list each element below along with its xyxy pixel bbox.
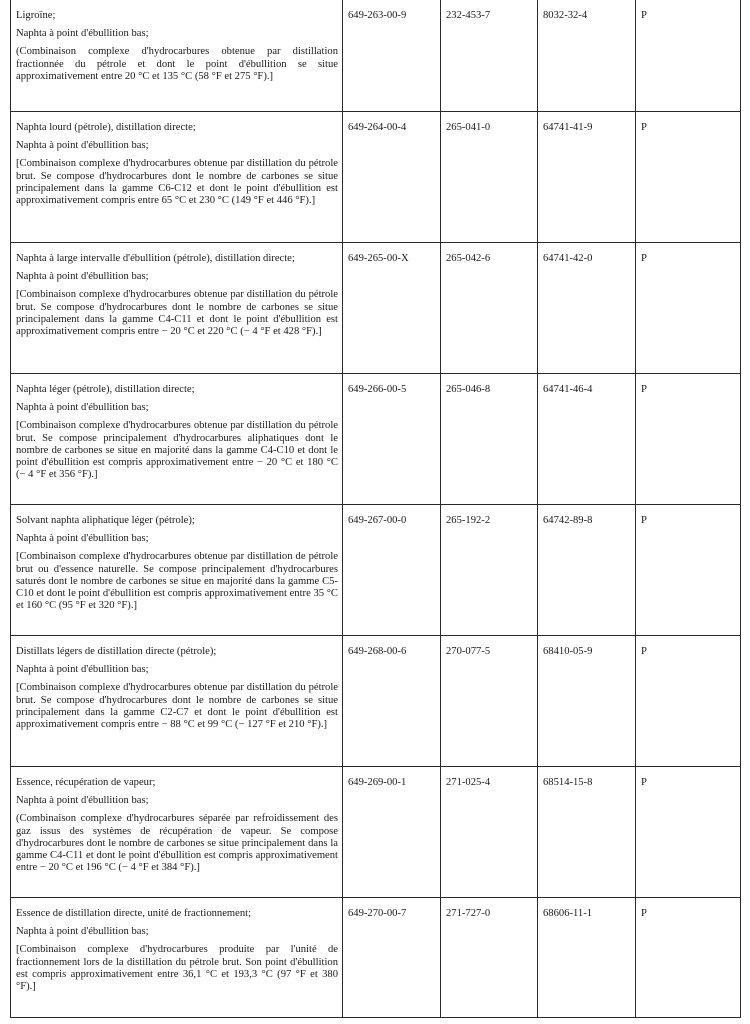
table-row [11,0,740,112]
notes-code: P [641,646,647,657]
cas-number: 64742-89-8 [538,505,636,635]
substance-description: [Combinaison complexe d'hydrocarbures produite par l'unité de fractionnement lors de la distillation du pétrole brut. Son point d'ébullition est compris approximativement entre 36,1 °C et 193,3 °C (97 °F et 380 °F).] [16,944,338,993]
substance-cell [11,0,343,111]
substance-cell [11,243,343,373]
index-number: 649-268-00-6 [343,636,441,766]
index-number: 649-263-00-9 [343,0,441,111]
table-row [11,243,740,374]
notes-code: P [641,777,647,788]
table-row [11,112,740,243]
substance-description: [Combinaison complexe d'hydrocarbures obtenue par distillation du pétrole brut. Se compose principalement d'hydrocarbures aliphatiques dont le nombre de carbones se situe en majorité dans la gamme C4-C10 et dont le point d'ébullition est compris approximativement entre − 20 °C et 180 °C (− 4 °F et 356 °F).] [16,420,338,481]
ec-number: 271-025-4 [441,767,538,897]
substance-cell [11,374,343,504]
cas-number: 64741-46-4 [538,374,636,504]
substance-name: Essence de distillation directe, unité de fractionnement; [16,908,252,919]
table-row [11,374,740,505]
substance-description: [Combinaison complexe d'hydrocarbures obtenue par distillation du pétrole brut. Se compose d'hydrocarbures dont le nombre de carbones se situe principalement dans la gamme C4-C11 et dont le point d'ébullition est approximativement compris entre − 20 °C et 220 °C (− 4 °F et 428 °F).] [16,289,338,338]
substance-table [10,0,741,1018]
substance-synonym: Naphta à point d'ébullition bas; [16,271,149,283]
substance-synonym: Naphta à point d'ébullition bas; [16,795,149,807]
notes-code: P [641,122,647,133]
notes-code: P [641,515,647,526]
index-number: 649-266-00-5 [343,374,441,504]
substance-cell [11,898,343,1017]
substance-name: Naphta léger (pétrole), distillation directe; [16,384,195,395]
substance-synonym: Naphta à point d'ébullition bas; [16,926,149,938]
substance-cell [11,767,343,897]
substance-description: [Combinaison complexe d'hydrocarbures obtenue par distillation de pétrole brut ou d'essence naturelle. Se compose principalement d'hydrocarbures saturés dont le nombre de carbones se situe en majorité dans la gamme C5-C10 et dont le point d'ébullition est compris approximativement entre 35 °C et 160 °C (95 °F et 320 °F).] [16,551,338,612]
cas-number: 68514-15-8 [538,767,636,897]
notes-code: P [641,384,647,395]
cas-number: 68606-11-1 [538,898,636,1017]
table-row [11,636,740,767]
substance-synonym: Naphta à point d'ébullition bas; [16,533,149,545]
index-number: 649-270-00-7 [343,898,441,1017]
cas-number: 68410-05-9 [538,636,636,766]
table-row [11,767,740,898]
index-number: 649-267-00-0 [343,505,441,635]
substance-synonym: Naphta à point d'ébullition bas; [16,664,149,676]
ec-number: 271-727-0 [441,898,538,1017]
substance-description: (Combinaison complexe d'hydrocarbures séparée par refroidissement des gaz issus des systèmes de récupération de vapeur. Se compose d'hydrocarbures dont le nombre de carbones se situe principalement dans la gamme C4-C11 et dont le point d'ébullition est compris approximativement entre − 20 °C et 196 °C (− 4 °F et 384 °F).] [16,813,338,874]
substance-name: Naphta lourd (pétrole), distillation directe; [16,122,196,133]
cas-number: 64741-41-9 [538,112,636,242]
index-number: 649-269-00-1 [343,767,441,897]
ec-number: 265-042-6 [441,243,538,373]
substance-description: [Combinaison complexe d'hydrocarbures obtenue par distillation du pétrole brut. Se compose d'hydrocarbures dont le nombre de carbones se situe principalement dans la gamme C2-C7 et dont le point d'ébullition est approximativement compris entre − 88 °C et 99 °C (− 127 °F et 210 °F).] [16,682,338,731]
substance-synonym: Naphta à point d'ébullition bas; [16,402,149,414]
substance-cell [11,505,343,635]
substance-name: Solvant naphta aliphatique léger (pétrole); [16,515,195,526]
substance-cell [11,112,343,242]
substance-synonym: Naphta à point d'ébullition bas; [16,28,149,40]
cas-number: 64741-42-0 [538,243,636,373]
notes-code: P [641,10,647,21]
ec-number: 265-192-2 [441,505,538,635]
ec-number: 232-453-7 [441,0,538,111]
index-number: 649-265-00-X [343,243,441,373]
notes-code: P [641,253,647,264]
substance-description: (Combinaison complexe d'hydrocarbures obtenue par distillation fractionnée du pétrole et dont le point d'ébullition se situe approximativement entre 20 °C et 135 °C (58 °F et 275 °F).] [16,46,338,82]
ec-number: 270-077-5 [441,636,538,766]
substance-description: [Combinaison complexe d'hydrocarbures obtenue par distillation du pétrole brut. Se compose d'hydrocarbures dont le nombre de carbones se situe principalement dans la gamme C6-C12 et dont le point d'ébullition est approximativement compris entre 65 °C et 230 °C (149 °F et 446 °F).] [16,158,338,207]
ec-number: 265-046-8 [441,374,538,504]
substance-name: Essence, récupération de vapeur; [16,777,156,788]
substance-name: Naphta à large intervalle d'ébullition (pétrole), distillation directe; [16,253,295,264]
substance-cell [11,636,343,766]
index-number: 649-264-00-4 [343,112,441,242]
ec-number: 265-041-0 [441,112,538,242]
substance-synonym: Naphta à point d'ébullition bas; [16,140,149,152]
table-row [11,505,740,636]
table-row [11,898,740,1018]
cas-number: 8032-32-4 [538,0,636,111]
notes-code: P [641,908,647,919]
substance-name: Distillats légers de distillation directe (pétrole); [16,646,217,657]
substance-name: Ligroïne; [16,10,56,21]
